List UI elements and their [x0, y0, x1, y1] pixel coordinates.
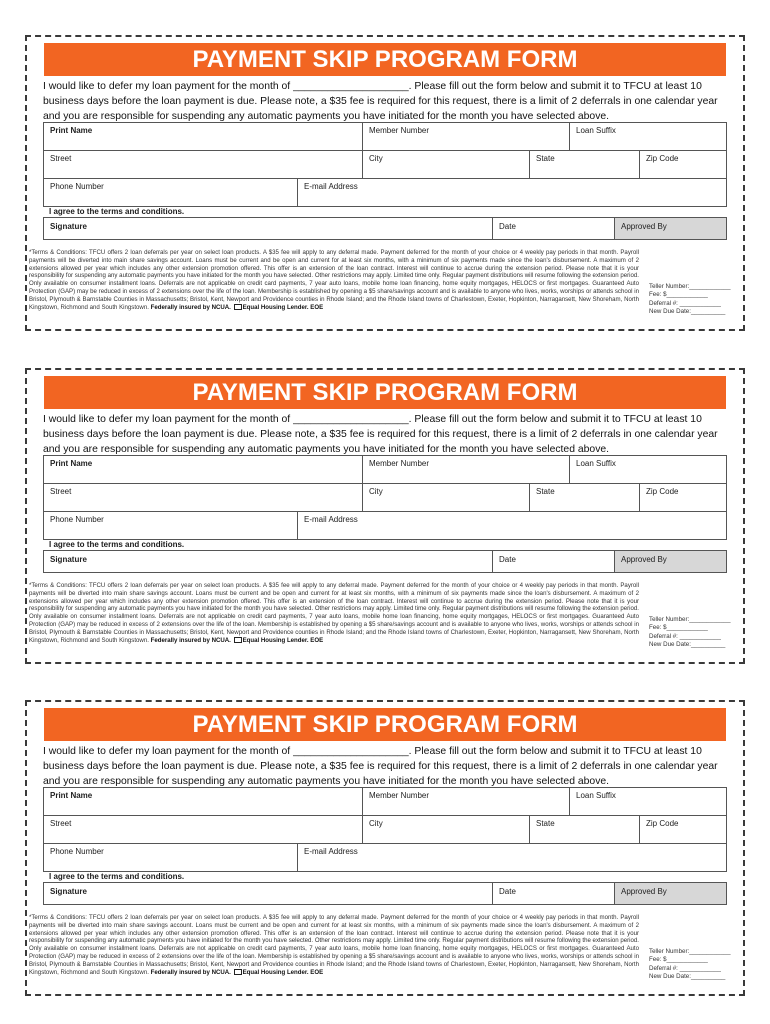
terms-text: *Terms & Conditions: TFCU offers 2 loan deferrals per year on select loan products. A $35 fee will apply to any deferral made. Payment deferred for the month of your choice or 4 weekly pay periods in that month. Payroll payments will be diverted into main share savings account. Loans must be current and be open and current for at least six months, with a minimum of six payments made since the loan's disbursement. A maximum of 2 extensions allowed per year which includes any other extension promotion offered. This offer is an extension of the loan contract. Interest will continue to accrue during the extension period. Please note that it is your responsibility for suspending any automatic payments you have initiated for the month you have selected. Other restrictions may apply. Limited time only. Regular payment distributions will resume following the extension period. Only available on consumer installment loans. Deferrals are not applicable on credit card payments, 7 year auto loans, mobile home loan financing, home equity mortgages, HELOCS or first mortgages. Guaranteed Auto Protection (GAP) may be reduced in excess of 2 extensions over the life of the loan. Membership is established by opening a $5 share/savings account and is available to anyone who lives, works, worships or attends school in Bristol, Plymouth & Barnstable Counties in Massachusetts; Bristol, Kent, Newport and Providence counties in Rhode Island; and the Rhode Island towns of Charlestown, Exeter, Hopkinton, Narragansett, New Shoreham, North Kingstown, Richmond and South Kingstown. Federally insured by NCUA. Equal Housing Lender. EOE [29, 249, 639, 311]
payment-skip-form-1 [25, 35, 745, 331]
print-name-field[interactable]: Print Name [50, 791, 93, 800]
new-due-date: New Due Date:__________ [649, 640, 726, 648]
form-title: PAYMENT SKIP PROGRAM FORM [44, 708, 726, 741]
signature-field[interactable]: Signature [50, 887, 87, 896]
state-field[interactable]: State [529, 816, 639, 843]
terms-text: *Terms & Conditions: TFCU offers 2 loan deferrals per year on select loan products. A $35 fee will apply to any deferral made. Payment deferred for the month of your choice or 4 weekly pay periods in that month. Payroll payments will be diverted into main share savings account. Loans must be current and be open and current for at least six months, with a minimum of six payments made since the loan's disbursement. A maximum of 2 extensions allowed per year which includes any other extension promotion offered. This offer is an extension of the loan contract. Interest will continue to accrue during the extension period. Please note that it is your responsibility for suspending any automatic payments you have initiated for the month you have selected. Other restrictions may apply. Limited time only. Regular payment distributions will resume following the extension period. Only available on consumer installment loans. Deferrals are not applicable on credit card payments, 7 year auto loans, mobile home loan financing, home equity mortgages, HELOCS or first mortgages. Guaranteed Auto Protection (GAP) may be reduced in excess of 2 extensions over the life of the loan. Membership is established by opening a $5 share/savings account and is available to anyone who lives, works, worships or attends school in Bristol, Plymouth & Barnstable Counties in Massachusetts; Bristol, Kent, Newport and Providence counties in Rhode Island; and the Rhode Island towns of Charlestown, Exeter, Hopkinton, Narragansett, New Shoreham, North Kingstown, Richmond and South Kingstown. Federally insured by NCUA. Equal Housing Lender. EOE [29, 914, 639, 976]
signature-row [43, 882, 727, 905]
form-intro: I would like to defer my loan payment for the month of ____________________. Please fill out the form below and submit it to TFCU at least 10 business days before the loan payment is due. Please note, a $35 fee is required for this request, there is a limit of 2 deferrals in one calendar year and you are responsible for suspending any automatic payments you have initiated for the month you have selected above. [43, 746, 718, 787]
equal-housing-label: Equal Housing Lender. EOE [242, 968, 324, 976]
phone-number-field[interactable]: Phone Number [50, 847, 104, 856]
fee-line: Fee: $____________ [649, 624, 708, 632]
equal-housing-icon [234, 637, 242, 643]
terms-text: *Terms & Conditions: TFCU offers 2 loan deferrals per year on select loan products. A $35 fee will apply to any deferral made. Payment deferred for the month of your choice or 4 weekly pay periods in that month. Payroll payments will be diverted into main share savings account. Loans must be current and be open and current for at least six months, with a minimum of six payments made since the loan's disbursement. A maximum of 2 extensions allowed per year which includes any other extension promotion offered. This offer is an extension of the loan contract. Interest will continue to accrue during the extension period. Please note that it is your responsibility for suspending any automatic payments you have initiated for the month you have selected. Other restrictions may apply. Limited time only. Regular payment distributions will resume following the extension period. Only available on consumer installment loans. Deferrals are not applicable on credit card payments, 7 year auto loans, mobile home loan financing, home equity mortgages, HELOCS or first mortgages. Guaranteed Auto Protection (GAP) may be reduced in excess of 2 extensions over the life of the loan. Membership is established by opening a $5 share/savings account and is available to anyone who lives, works, worships or attends school in Bristol, Plymouth & Barnstable Counties in Massachusetts; Bristol, Kent, Newport and Providence counties in Rhode Island; and the Rhode Island towns of Charlestown, Exeter, Hopkinton, Narragansett, New Shoreham, North Kingstown, Richmond and South Kingstown. Federally insured by NCUA. Equal Housing Lender. EOE [29, 582, 639, 644]
loan-suffix-field[interactable]: Loan Suffix [569, 456, 726, 483]
approved-by-field: Approved By [614, 218, 726, 239]
new-due-date: New Due Date:__________ [649, 307, 726, 315]
equal-housing-label: Equal Housing Lender. EOE [242, 303, 324, 311]
fee-line: Fee: $____________ [649, 956, 708, 964]
email-address-field[interactable]: E-mail Address [297, 179, 726, 206]
loan-suffix-field[interactable]: Loan Suffix [569, 123, 726, 150]
date-field[interactable]: Date [492, 218, 614, 239]
zip-code-field[interactable]: Zip Code [639, 484, 726, 511]
agree-terms-label: I agree to the terms and conditions. [49, 540, 185, 549]
equal-housing-icon [234, 304, 242, 310]
deferral-line: Deferral #: ____________ [649, 964, 721, 972]
form-intro: I would like to defer my loan payment for the month of ____________________. Please fill out the form below and submit it to TFCU at least 10 business days before the loan payment is due. Please note, a $35 fee is required for this request, there is a limit of 2 deferrals in one calendar year and you are responsible for suspending any automatic payments you have initiated for the month you have selected above. [43, 414, 718, 455]
teller-number: Teller Number:____________ [649, 948, 731, 955]
street-field[interactable]: Street [50, 487, 72, 496]
zip-code-field[interactable]: Zip Code [639, 151, 726, 178]
loan-suffix-field[interactable]: Loan Suffix [569, 788, 726, 815]
payment-skip-form-3 [25, 700, 745, 996]
approved-by-field: Approved By [614, 883, 726, 904]
ncua-label: Federally insured by NCUA. [150, 968, 231, 976]
zip-code-field[interactable]: Zip Code [639, 816, 726, 843]
member-number-field[interactable]: Member Number [362, 456, 569, 483]
city-field[interactable]: City [362, 484, 529, 511]
new-due-date: New Due Date:__________ [649, 972, 726, 980]
print-name-field[interactable]: Print Name [50, 126, 93, 135]
member-number-field[interactable]: Member Number [362, 788, 569, 815]
deferral-line: Deferral #: ____________ [649, 299, 721, 307]
form-fields-grid [43, 122, 727, 207]
signature-field[interactable]: Signature [50, 222, 87, 231]
agree-terms-label: I agree to the terms and conditions. [49, 872, 185, 881]
signature-row [43, 217, 727, 240]
phone-number-field[interactable]: Phone Number [50, 515, 104, 524]
equal-housing-label: Equal Housing Lender. EOE [242, 636, 324, 644]
signature-field[interactable]: Signature [50, 555, 87, 564]
approved-by-field: Approved By [614, 551, 726, 572]
phone-number-field[interactable]: Phone Number [50, 182, 104, 191]
street-field[interactable]: Street [50, 819, 72, 828]
state-field[interactable]: State [529, 484, 639, 511]
city-field[interactable]: City [362, 151, 529, 178]
ncua-label: Federally insured by NCUA. [150, 636, 231, 644]
fee-line: Fee: $____________ [649, 291, 708, 299]
teller-number: Teller Number:____________ [649, 616, 731, 623]
email-address-field[interactable]: E-mail Address [297, 512, 726, 539]
equal-housing-icon [234, 969, 242, 975]
ncua-label: Federally insured by NCUA. [150, 303, 231, 311]
form-title: PAYMENT SKIP PROGRAM FORM [44, 376, 726, 409]
date-field[interactable]: Date [492, 883, 614, 904]
agree-terms-label: I agree to the terms and conditions. [49, 207, 185, 216]
teller-number: Teller Number:____________ [649, 283, 731, 290]
email-address-field[interactable]: E-mail Address [297, 844, 726, 871]
payment-skip-form-2 [25, 368, 745, 664]
form-fields-grid [43, 787, 727, 872]
member-number-field[interactable]: Member Number [362, 123, 569, 150]
street-field[interactable]: Street [50, 154, 72, 163]
form-intro: I would like to defer my loan payment for the month of ____________________. Please fill out the form below and submit it to TFCU at least 10 business days before the loan payment is due. Please note, a $35 fee is required for this request, there is a limit of 2 deferrals in one calendar year and you are responsible for suspending any automatic payments you have initiated for the month you have selected above. [43, 81, 718, 122]
form-title: PAYMENT SKIP PROGRAM FORM [44, 43, 726, 76]
signature-row [43, 550, 727, 573]
date-field[interactable]: Date [492, 551, 614, 572]
print-name-field[interactable]: Print Name [50, 459, 93, 468]
city-field[interactable]: City [362, 816, 529, 843]
deferral-line: Deferral #: ____________ [649, 632, 721, 640]
teller-box [649, 948, 737, 981]
state-field[interactable]: State [529, 151, 639, 178]
form-fields-grid [43, 455, 727, 540]
teller-box [649, 283, 737, 316]
teller-box [649, 616, 737, 649]
